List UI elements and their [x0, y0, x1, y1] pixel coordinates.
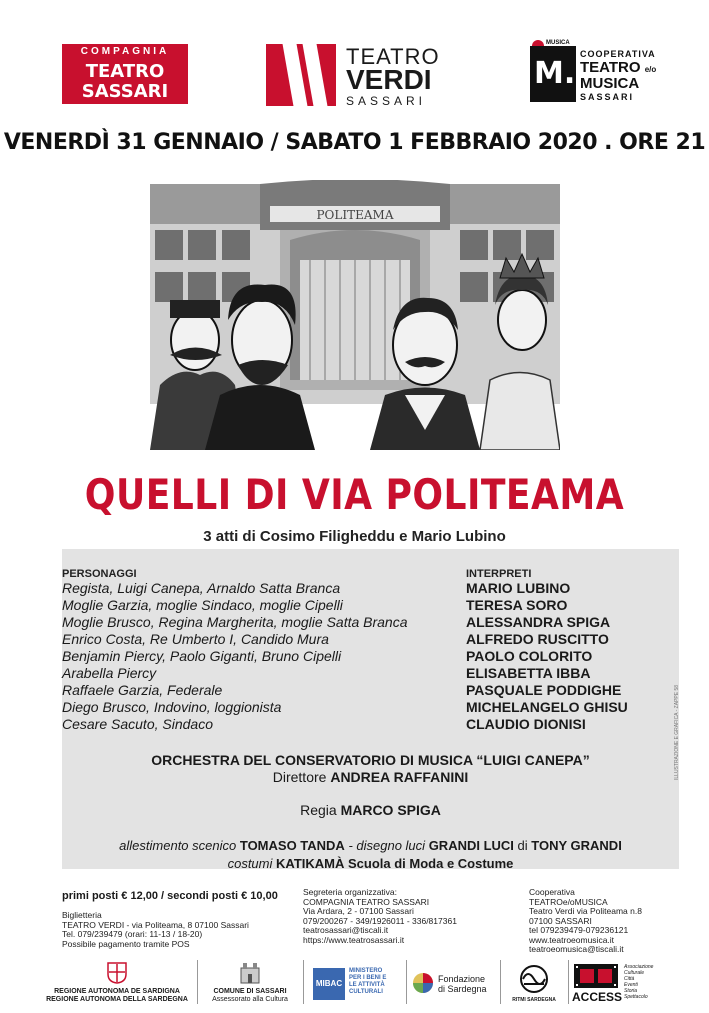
sponsor-divider	[500, 960, 501, 1004]
coop-musica-small: MUSICA	[546, 40, 570, 46]
access-logo	[572, 958, 682, 1006]
ministero-line: CULTURALI	[349, 989, 383, 995]
graphics-credit: ILLUSTRAZIONE E GRAFICA - ZAPPE 58	[674, 684, 680, 780]
regione-sardegna-logo	[42, 958, 192, 1006]
sardegna-crest-icon	[107, 962, 127, 984]
character-row: Raffaele Garzia, Federale	[62, 682, 223, 698]
luci-name: GRANDI LUCI	[428, 838, 514, 853]
regia-name: MARCO SPIGA	[340, 802, 441, 818]
verdi-city-label: SASSARI	[346, 94, 427, 108]
character-row: Enrico Costa, Re Umberto I, Candido Mura	[62, 631, 329, 647]
coop-sassari-label: SASSARI	[580, 92, 635, 102]
mibac-logo	[313, 958, 408, 1006]
coop-mark-icon	[530, 46, 576, 102]
sponsor-divider	[197, 960, 198, 1004]
luci-label: - disegno luci	[348, 838, 426, 853]
director-line	[62, 769, 679, 785]
cooperativa-info	[529, 888, 642, 955]
biglietteria-line: Biglietteria	[62, 910, 102, 920]
regia-line	[62, 802, 679, 818]
biglietteria-line: Tel. 079/239479 (orari: 11-13 / 18-20)	[62, 929, 203, 939]
biglietteria-line: Possibile pagamento tramite POS	[62, 938, 190, 949]
biglietteria-line: TEATRO VERDI - via Politeama, 8 07100 Sassari	[62, 919, 249, 930]
cooperativa-website[interactable]: www.teatroeomusica.it	[529, 934, 615, 945]
cooperativa-line: Teatro Verdi via Politeama n.8	[529, 906, 642, 916]
actor-row: PAOLO COLORITO	[466, 648, 593, 664]
filmstrip-icon	[574, 964, 618, 988]
logo-sassari-label: SASSARI	[81, 81, 169, 102]
actor-row: MICHELANGELO GHISU	[466, 699, 628, 715]
ministero-line: PER I BENI E	[349, 975, 387, 981]
assessorato-label: Assessorato alla Cultura	[212, 996, 288, 1003]
orchestra-line: ORCHESTRA DEL CONSERVATORIO DI MUSICA “LUIGI CANEPA”	[151, 752, 590, 768]
character-row: Diego Brusco, Indovino, loggionista	[62, 699, 282, 715]
character-row: Moglie Brusco, Regina Margherita, moglie Satta Branca	[62, 614, 408, 630]
access-line: Spettacolo	[624, 994, 648, 1000]
coop-musica-label: MUSICA	[580, 75, 640, 92]
fondazione-sardegna-logo	[408, 958, 500, 1006]
actor-row: CLAUDIO DIONISI	[466, 716, 586, 732]
character-row: Benjamin Piercy, Paolo Giganti, Bruno Cipelli	[62, 648, 342, 664]
ritmi-icon	[514, 964, 554, 994]
cooperativa-line: TEATROe/oMUSICA	[529, 896, 608, 907]
actor-row: PASQUALE PODDIGHE	[466, 682, 622, 698]
actors-column	[466, 568, 676, 733]
access-line: Associazione	[624, 964, 654, 970]
fondazione-line: di Sardegna	[438, 984, 487, 994]
teatro-verdi-logo	[266, 44, 456, 106]
segreteria-email[interactable]: teatrosassari@tiscali.it	[303, 925, 389, 935]
segreteria-info	[303, 888, 457, 945]
comune-label: COMUNE DI SASSARI	[213, 988, 287, 995]
actor-row: ELISABETTA IBBA	[466, 665, 591, 681]
politeama-banner: POLITEAMA	[316, 208, 394, 222]
coop-cooperativa-label: COOPERATIVA	[580, 49, 656, 59]
coop-teatro-label: TEATRO	[580, 59, 641, 76]
segreteria-line: 079/200267 - 349/1926011 - 336/817361	[303, 915, 457, 926]
access-label: ACCESS	[572, 990, 623, 1004]
access-line: Storia	[624, 988, 638, 994]
cooperativa-teatro-musica-logo	[530, 40, 655, 106]
director-label: Direttore	[272, 769, 327, 785]
verdi-name-label: VERDI	[346, 64, 432, 95]
show-title: QUELLI DI VIA POLITEAMA	[84, 470, 625, 519]
actor-row: MARIO LUBINO	[466, 580, 571, 596]
biglietteria-info	[62, 911, 249, 949]
luci-di: di	[517, 838, 528, 853]
cooperativa-line: Cooperativa	[529, 887, 575, 897]
logo-teatro-label: TEATRO	[85, 61, 165, 82]
fondazione-icon	[412, 972, 434, 994]
access-line: Città	[624, 976, 635, 982]
verdi-teatro-label: TEATRO	[346, 44, 440, 69]
show-subtitle: 3 atti di Cosimo Filigheddu e Mario Lubino	[203, 528, 506, 545]
actor-row: TERESA SORO	[466, 597, 568, 613]
comune-sassari-logo	[200, 958, 300, 1006]
segreteria-line: Segreteria organizzativa:	[303, 887, 398, 897]
actors-header: INTERPRETI	[466, 568, 532, 580]
director-name: ANDREA RAFFANINI	[330, 769, 469, 785]
cooperativa-line: tel 079239479-079236121	[529, 925, 629, 935]
coop-eo-label: e/o	[644, 65, 657, 74]
allestimento-name: TOMASO TANDA	[239, 838, 345, 853]
sassari-crest-icon	[237, 962, 263, 984]
sponsor-divider	[406, 960, 407, 1004]
verdi-mark-icon	[266, 44, 336, 106]
sponsor-divider	[303, 960, 304, 1004]
luci-designer: TONY GRANDI	[531, 838, 622, 853]
segreteria-line: COMPAGNIA TEATRO SASSARI	[303, 896, 430, 907]
ministero-line: LE ATTIVITÀ	[349, 982, 385, 988]
character-row: Moglie Garzia, moglie Sindaco, moglie Cipelli	[62, 597, 343, 613]
ministero-line: MINISTERO	[349, 968, 383, 974]
allestimento-label: allestimento scenico	[119, 838, 237, 853]
cooperativa-email[interactable]: teatroeomusica@tiscali.it	[529, 944, 624, 954]
regione-label-1: REGIONE AUTONOMA DE SARDIGNA	[54, 988, 180, 995]
characters-header: PERSONAGGI	[62, 568, 137, 580]
access-line: Culturale	[624, 970, 645, 976]
segreteria-website[interactable]: https://www.teatrosassari.it	[303, 934, 405, 945]
ticket-prices: primi posti € 12,00 / secondi posti € 10,00	[62, 890, 278, 902]
costumi-label: costumi	[227, 856, 273, 871]
mibac-mark: MIBAC	[313, 968, 345, 1000]
actor-row: ALFREDO RUSCITTO	[466, 631, 609, 647]
actor-row: ALESSANDRA SPIGA	[466, 614, 611, 630]
characters-column	[62, 568, 442, 733]
character-row: Arabella Piercy	[62, 665, 157, 681]
coop-mark-letter: M.	[534, 56, 576, 91]
fondazione-line: Fondazione	[438, 974, 486, 984]
theatre-illustration	[150, 180, 560, 450]
segreteria-line: Via Ardara, 2 - 07100 Sassari	[303, 906, 414, 916]
character-row: Cesare Sacuto, Sindaco	[62, 716, 213, 732]
logo-compagnia-label: COMPAGNIA	[62, 44, 188, 60]
regia-label: Regia	[300, 802, 337, 818]
event-date: VENERDÌ 31 GENNAIO / SABATO 1 FEBBRAIO 2020 . ORE 21	[3, 130, 706, 155]
regione-label-2: REGIONE AUTONOMA DELLA SARDEGNA	[46, 996, 188, 1003]
sponsor-divider	[568, 960, 569, 1004]
compagnia-teatro-sassari-logo	[62, 44, 188, 104]
costumi-line	[62, 856, 679, 871]
ritmi-sardegna-logo	[504, 958, 564, 1006]
costumi-name: KATIKAMÀ Scuola di Moda e Costume	[276, 856, 514, 871]
access-line: Eventi	[624, 982, 638, 988]
cooperativa-line: 07100 SASSARI	[529, 915, 592, 926]
character-row: Regista, Luigi Canepa, Arnaldo Satta Branca	[62, 580, 341, 596]
ritmi-label: RITMI SARDEGNA	[512, 997, 556, 1003]
allestimento-line	[62, 838, 679, 853]
